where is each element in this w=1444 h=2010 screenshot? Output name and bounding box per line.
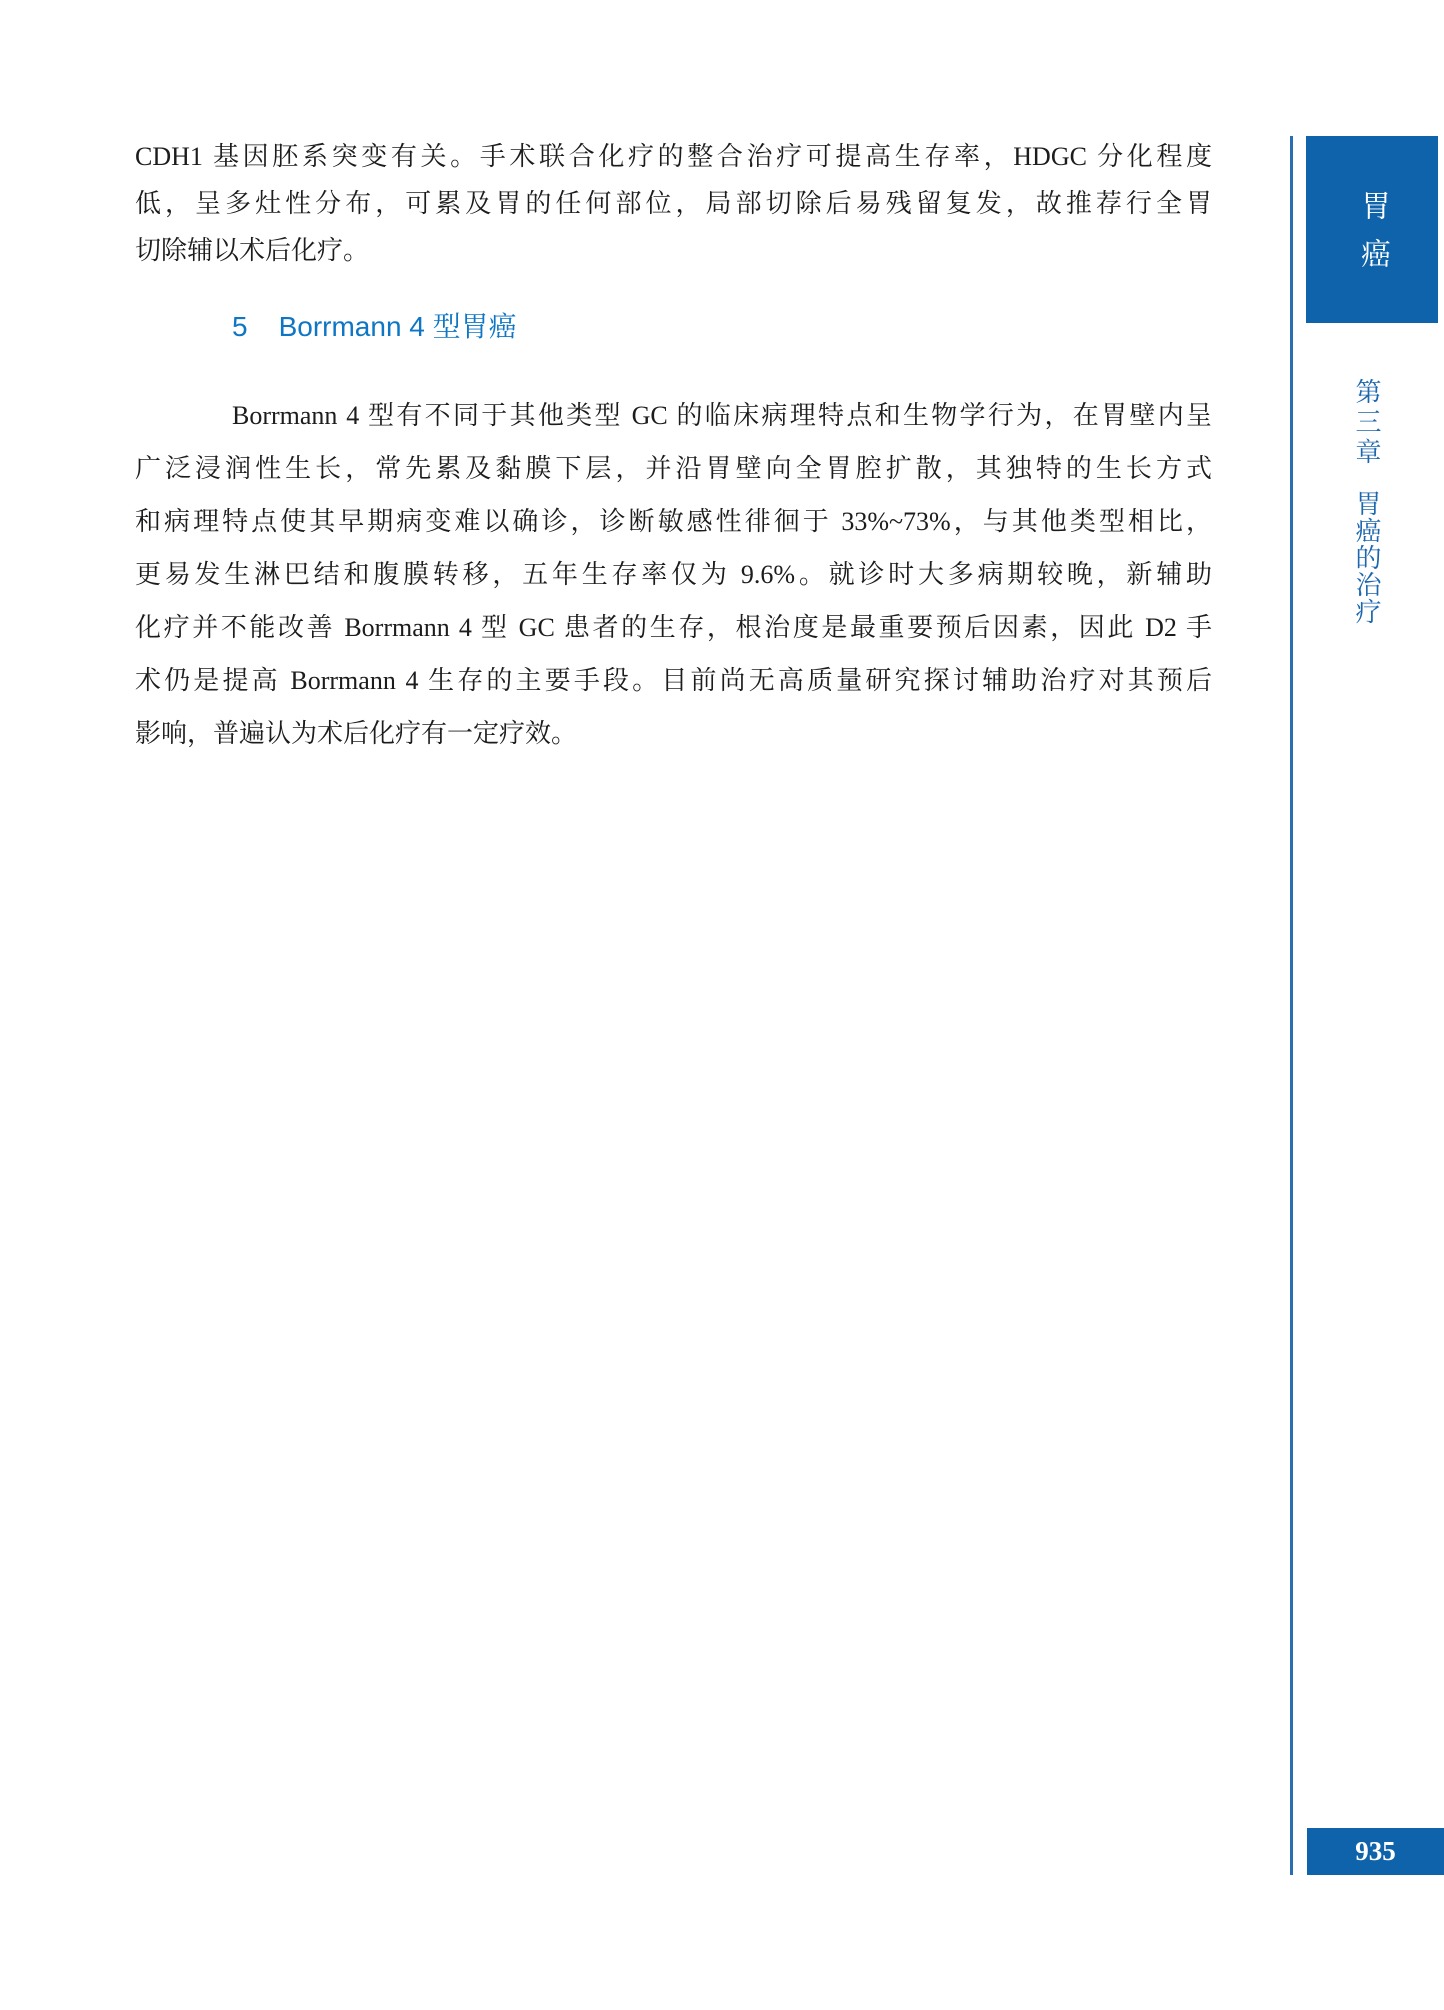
body-line: 更易发生淋巴结和腹膜转移，五年生存率仅为 9.6%。就诊时大多病期较晚，新辅助 xyxy=(135,560,1212,589)
body-line: Borrmann 4 型有不同于其他类型 GC 的临床病理特点和生物学行为，在胃壁内呈 xyxy=(232,401,1212,430)
paragraph-borrmann4 xyxy=(135,389,1212,760)
sidebar-thumb-tab xyxy=(1306,136,1438,323)
section-heading xyxy=(232,309,517,345)
chapter-title: 胃癌的治疗 xyxy=(1352,490,1381,625)
thumb-tab-label: 胃癌 xyxy=(1356,189,1389,286)
chapter-label xyxy=(1348,378,1385,625)
section-title: Borrmann 4 型胃癌 xyxy=(278,311,517,342)
sidebar-vertical-rule xyxy=(1290,136,1293,1875)
body-line: 影响，普遍认为术后化疗有一定疗效。 xyxy=(135,719,578,748)
body-line: 和病理特点使其早期病变难以确诊，诊断敏感性徘徊于 33%~73%，与其他类型相比， xyxy=(135,507,1212,536)
section-number: 5 xyxy=(232,311,248,342)
body-line: 切除辅以术后化疗。 xyxy=(135,236,370,265)
body-line: 低，呈多灶性分布，可累及胃的任何部位，局部切除后易残留复发，故推荐行全胃 xyxy=(135,189,1212,218)
page-number: 935 xyxy=(1355,1836,1396,1866)
chapter-number: 第三章 xyxy=(1352,378,1381,468)
body-line: 术仍是提高 Borrmann 4 生存的主要手段。目前尚无高质量研究探讨辅助治疗对其预后 xyxy=(135,666,1212,695)
page-number-badge xyxy=(1307,1828,1444,1875)
paragraph-hdgc xyxy=(135,133,1212,274)
body-line: CDH1 基因胚系突变有关。手术联合化疗的整合治疗可提高生存率，HDGC 分化程度 xyxy=(135,142,1212,171)
body-line: 广泛浸润性生长，常先累及黏膜下层，并沿胃壁向全胃腔扩散，其独特的生长方式 xyxy=(135,454,1212,483)
body-line: 化疗并不能改善 Borrmann 4 型 GC 患者的生存，根治度是最重要预后因素，因此 D2 手 xyxy=(135,613,1212,642)
